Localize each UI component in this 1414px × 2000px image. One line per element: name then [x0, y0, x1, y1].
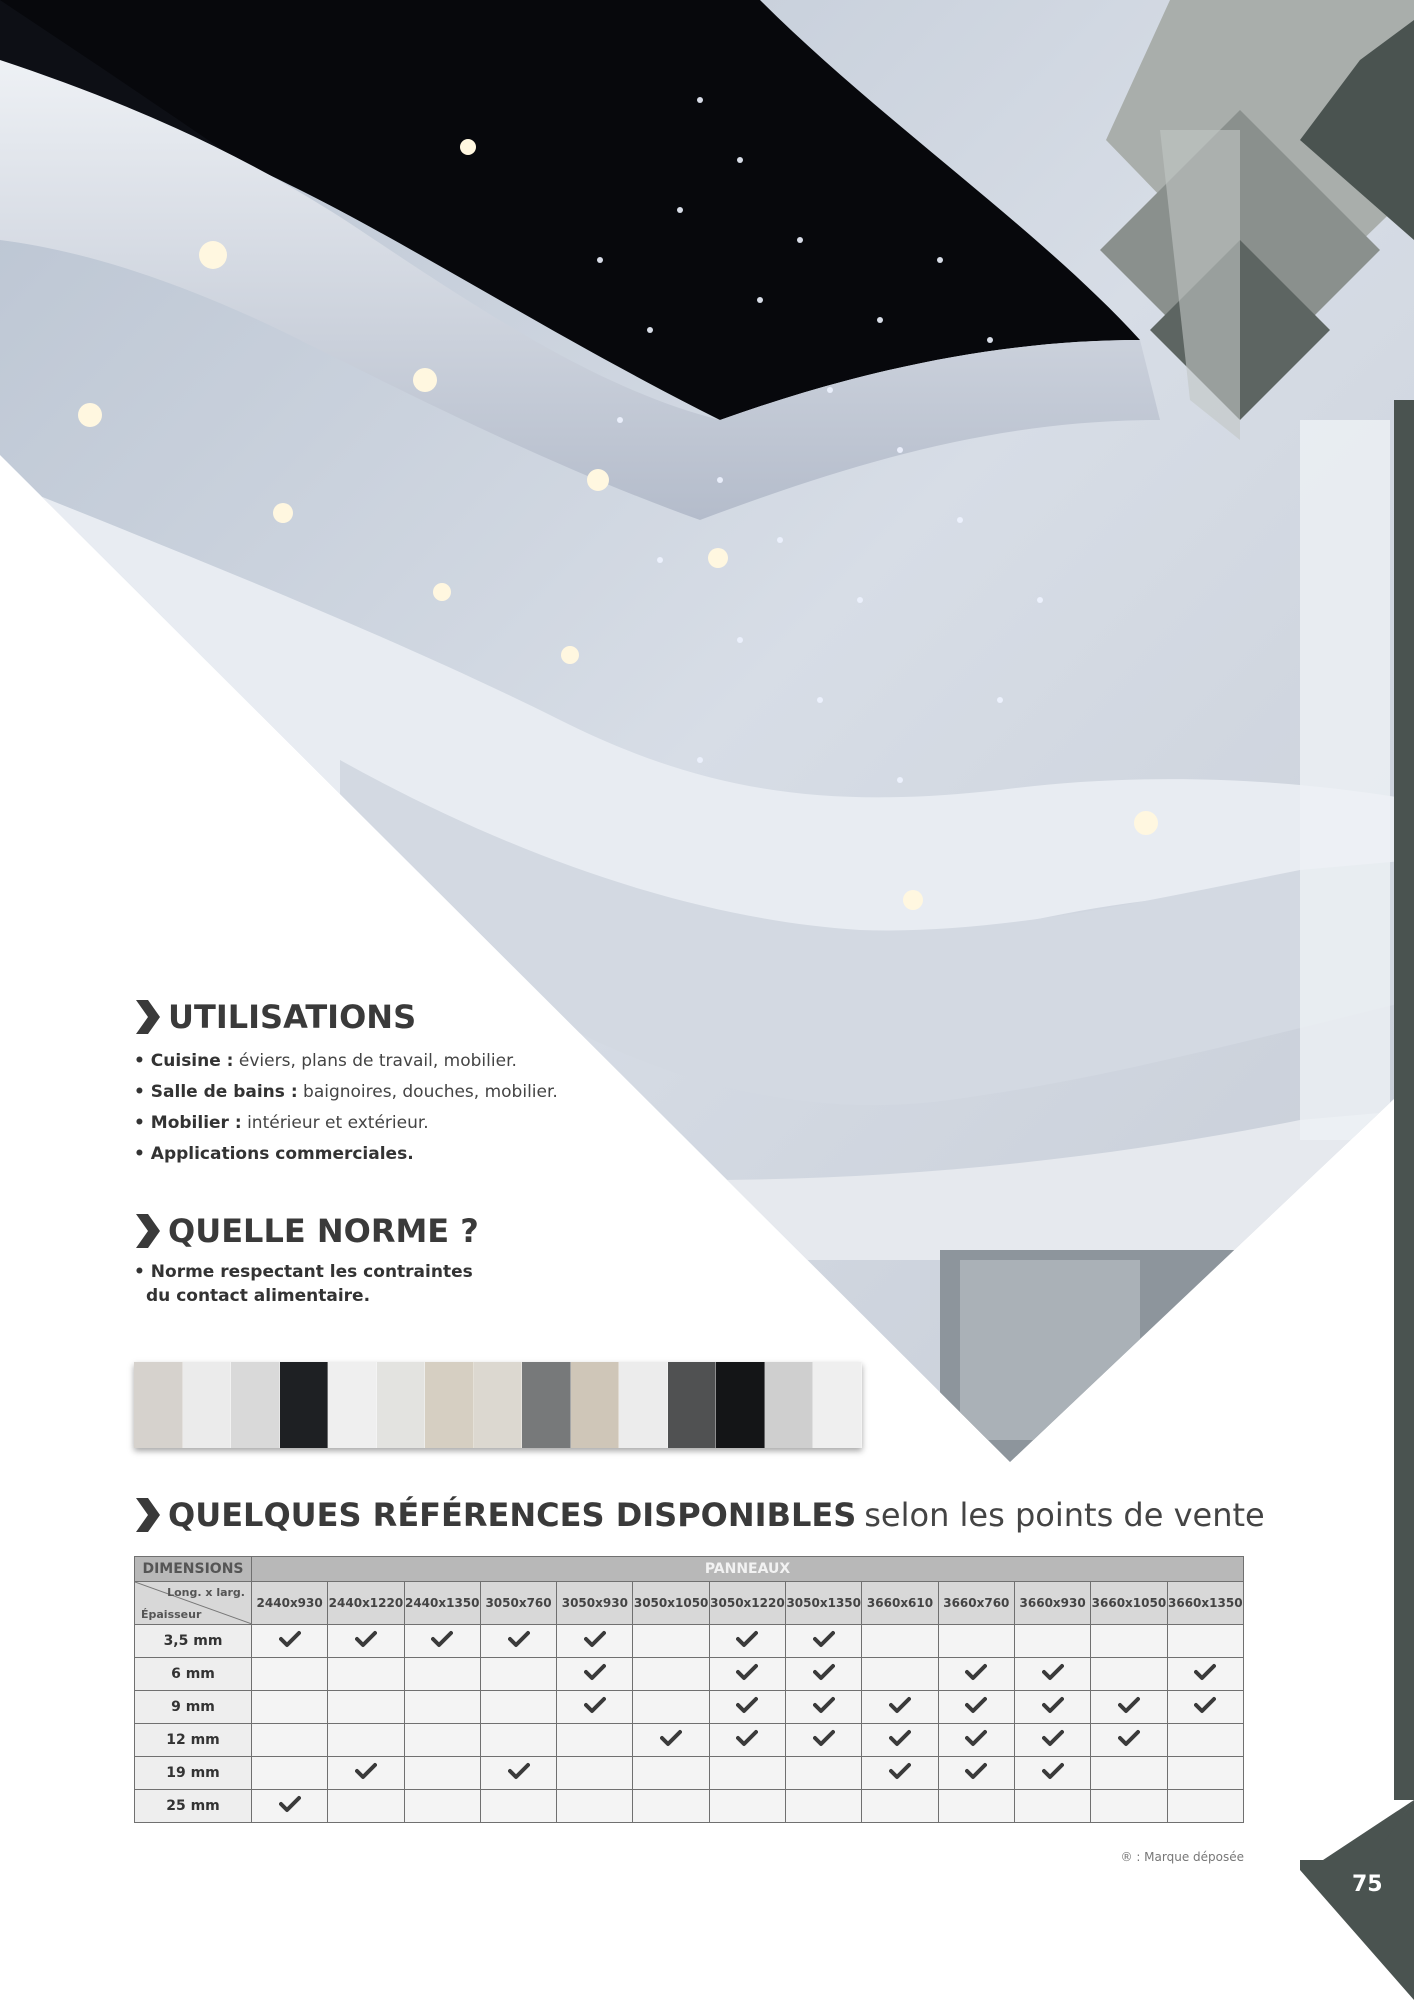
panel-size-header: 3050x1220	[709, 1582, 785, 1625]
availability-cell-available	[786, 1691, 862, 1724]
epaisseur-label: Épaisseur	[141, 1608, 202, 1621]
checkmark-icon	[584, 1663, 606, 1681]
checkmark-icon	[1042, 1663, 1064, 1681]
checkmark-icon	[813, 1696, 835, 1714]
list-item: • Applications commerciales.	[134, 1144, 414, 1164]
checkmark-icon	[965, 1762, 987, 1780]
availability-cell-empty	[328, 1790, 404, 1823]
availability-cell-empty	[1091, 1625, 1167, 1658]
page-number: 75	[1352, 1872, 1383, 1897]
availability-cell-available	[328, 1625, 404, 1658]
availability-cell-empty	[938, 1790, 1014, 1823]
material-swatches	[134, 1362, 862, 1448]
availability-cell-available	[1091, 1724, 1167, 1757]
availability-cell-empty	[480, 1790, 556, 1823]
availability-cell-empty	[328, 1658, 404, 1691]
availability-cell-empty	[633, 1658, 709, 1691]
availability-cell-available	[557, 1658, 633, 1691]
availability-cell-available	[328, 1757, 404, 1790]
availability-cell-empty	[1167, 1724, 1243, 1757]
chevron-icon	[134, 1000, 162, 1034]
chevron-icon	[134, 1214, 162, 1248]
availability-cell-available	[862, 1691, 938, 1724]
material-swatch	[425, 1362, 474, 1448]
norme-list	[134, 1260, 473, 1308]
availability-cell-available	[709, 1658, 785, 1691]
availability-cell-available	[1014, 1658, 1090, 1691]
availability-cell-empty	[1091, 1790, 1167, 1823]
availability-cell-empty	[404, 1790, 480, 1823]
panel-size-header: 2440x1350	[404, 1582, 480, 1625]
material-swatch	[474, 1362, 523, 1448]
availability-cell-available	[786, 1724, 862, 1757]
availability-cell-empty	[480, 1724, 556, 1757]
table-row	[135, 1691, 1244, 1724]
checkmark-icon	[660, 1729, 682, 1747]
availability-cell-available	[938, 1658, 1014, 1691]
norme-heading	[134, 1212, 479, 1250]
references-heading-bold: QUELQUES RÉFÉRENCES DISPONIBLES	[168, 1496, 857, 1534]
availability-cell-empty	[1014, 1790, 1090, 1823]
checkmark-icon	[889, 1696, 911, 1714]
checkmark-icon	[1042, 1762, 1064, 1780]
availability-cell-available	[1014, 1757, 1090, 1790]
availability-cell-empty	[633, 1790, 709, 1823]
checkmark-icon	[1118, 1729, 1140, 1747]
checkmark-icon	[1118, 1696, 1140, 1714]
availability-cell-empty	[938, 1625, 1014, 1658]
checkmark-icon	[508, 1762, 530, 1780]
availability-cell-empty	[252, 1658, 328, 1691]
availability-cell-available	[709, 1691, 785, 1724]
checkmark-icon	[736, 1630, 758, 1648]
panel-size-header: 3050x930	[557, 1582, 633, 1625]
availability-cell-available	[709, 1724, 785, 1757]
availability-cell-empty	[557, 1757, 633, 1790]
references-heading	[134, 1496, 1265, 1534]
availability-cell-empty	[557, 1790, 633, 1823]
availability-cell-available	[1014, 1691, 1090, 1724]
availability-cell-available	[480, 1625, 556, 1658]
availability-cell-available	[1167, 1658, 1243, 1691]
checkmark-icon	[1042, 1729, 1064, 1747]
material-swatch	[571, 1362, 620, 1448]
availability-cell-empty	[862, 1658, 938, 1691]
availability-cell-available	[938, 1691, 1014, 1724]
thickness-label: 9 mm	[135, 1691, 252, 1724]
table-row	[135, 1625, 1244, 1658]
checkmark-icon	[1194, 1696, 1216, 1714]
availability-cell-available	[633, 1724, 709, 1757]
panel-size-header: 3050x1050	[633, 1582, 709, 1625]
material-swatch	[377, 1362, 426, 1448]
panel-size-header: 2440x930	[252, 1582, 328, 1625]
checkmark-icon	[508, 1630, 530, 1648]
thickness-label: 19 mm	[135, 1757, 252, 1790]
dimensions-header: DIMENSIONS	[135, 1557, 252, 1582]
material-swatch	[619, 1362, 668, 1448]
chevron-icon	[134, 1498, 162, 1532]
availability-cell-empty	[633, 1757, 709, 1790]
panel-size-header: 3660x1350	[1167, 1582, 1243, 1625]
panel-size-header: 3050x1350	[786, 1582, 862, 1625]
thickness-label: 25 mm	[135, 1790, 252, 1823]
availability-cell-empty	[709, 1790, 785, 1823]
material-swatch	[328, 1362, 377, 1448]
material-swatch	[280, 1362, 329, 1448]
material-swatch	[522, 1362, 571, 1448]
availability-cell-empty	[862, 1790, 938, 1823]
checkmark-icon	[965, 1729, 987, 1747]
panel-size-header: 2440x1220	[328, 1582, 404, 1625]
references-table	[134, 1556, 1244, 1823]
availability-cell-available	[404, 1625, 480, 1658]
availability-cell-empty	[1091, 1658, 1167, 1691]
checkmark-icon	[279, 1630, 301, 1648]
checkmark-icon	[889, 1729, 911, 1747]
right-edge-bar	[1394, 400, 1414, 1800]
checkmark-icon	[965, 1696, 987, 1714]
availability-cell-empty	[1091, 1757, 1167, 1790]
checkmark-icon	[813, 1729, 835, 1747]
material-swatch	[134, 1362, 183, 1448]
availability-cell-empty	[404, 1757, 480, 1790]
availability-cell-available	[862, 1757, 938, 1790]
checkmark-icon	[736, 1663, 758, 1681]
availability-cell-empty	[862, 1625, 938, 1658]
list-item: • Mobilier : intérieur et extérieur.	[134, 1113, 429, 1133]
availability-cell-empty	[1167, 1757, 1243, 1790]
availability-cell-available	[938, 1724, 1014, 1757]
list-item: • Cuisine : éviers, plans de travail, mobilier.	[134, 1051, 517, 1071]
availability-cell-available	[557, 1691, 633, 1724]
checkmark-icon	[1042, 1696, 1064, 1714]
material-swatch	[716, 1362, 765, 1448]
availability-cell-empty	[633, 1691, 709, 1724]
material-swatch	[813, 1362, 862, 1448]
availability-cell-available	[480, 1757, 556, 1790]
checkmark-icon	[1194, 1663, 1216, 1681]
availability-cell-empty	[1167, 1625, 1243, 1658]
footnote: ® : Marque déposée	[1120, 1850, 1244, 1864]
long-larg-label: Long. x larg.	[167, 1586, 245, 1599]
checkmark-icon	[279, 1795, 301, 1813]
availability-cell-empty	[480, 1658, 556, 1691]
checkmark-icon	[889, 1762, 911, 1780]
material-swatch	[668, 1362, 717, 1448]
checkmark-icon	[965, 1663, 987, 1681]
availability-cell-empty	[1167, 1790, 1243, 1823]
checkmark-icon	[584, 1696, 606, 1714]
panel-size-header: 3050x760	[480, 1582, 556, 1625]
table-row	[135, 1790, 1244, 1823]
norme-heading-text: QUELLE NORME ?	[168, 1212, 479, 1250]
checkmark-icon	[736, 1729, 758, 1747]
availability-cell-available	[786, 1658, 862, 1691]
material-swatch	[231, 1362, 280, 1448]
availability-cell-available	[1014, 1724, 1090, 1757]
availability-cell-empty	[404, 1658, 480, 1691]
panel-size-header: 3660x930	[1014, 1582, 1090, 1625]
checkmark-icon	[355, 1630, 377, 1648]
availability-cell-empty	[328, 1724, 404, 1757]
availability-cell-available	[709, 1625, 785, 1658]
checkmark-icon	[736, 1696, 758, 1714]
panel-size-header: 3660x1050	[1091, 1582, 1167, 1625]
table-row	[135, 1658, 1244, 1691]
thickness-label: 3,5 mm	[135, 1625, 252, 1658]
availability-cell-available	[252, 1790, 328, 1823]
checkmark-icon	[813, 1663, 835, 1681]
availability-cell-empty	[709, 1757, 785, 1790]
checkmark-icon	[431, 1630, 453, 1648]
availability-cell-available	[862, 1724, 938, 1757]
availability-cell-empty	[404, 1724, 480, 1757]
axis-corner-cell	[135, 1582, 252, 1625]
panneaux-header: PANNEAUX	[252, 1557, 1244, 1582]
list-item: • Norme respectant les contraintes	[134, 1262, 473, 1282]
availability-cell-empty	[252, 1724, 328, 1757]
availability-cell-empty	[328, 1691, 404, 1724]
availability-cell-empty	[252, 1757, 328, 1790]
page-number-tab	[1300, 1800, 1414, 2000]
availability-cell-empty	[557, 1724, 633, 1757]
availability-cell-available	[557, 1625, 633, 1658]
availability-cell-empty	[252, 1691, 328, 1724]
table-row	[135, 1757, 1244, 1790]
checkmark-icon	[813, 1630, 835, 1648]
availability-cell-empty	[1014, 1625, 1090, 1658]
panel-size-header: 3660x760	[938, 1582, 1014, 1625]
availability-cell-available	[786, 1625, 862, 1658]
checkmark-icon	[584, 1630, 606, 1648]
list-item: • Salle de bains : baignoires, douches, mobilier.	[134, 1082, 558, 1102]
availability-cell-empty	[786, 1790, 862, 1823]
list-item: du contact alimentaire.	[146, 1286, 371, 1306]
availability-cell-empty	[480, 1691, 556, 1724]
availability-cell-available	[252, 1625, 328, 1658]
thickness-label: 6 mm	[135, 1658, 252, 1691]
thickness-label: 12 mm	[135, 1724, 252, 1757]
table-row	[135, 1724, 1244, 1757]
utilisations-heading	[134, 998, 416, 1036]
checkmark-icon	[355, 1762, 377, 1780]
material-swatch	[765, 1362, 814, 1448]
availability-cell-empty	[786, 1757, 862, 1790]
availability-cell-available	[1167, 1691, 1243, 1724]
panel-size-header: 3660x610	[862, 1582, 938, 1625]
references-heading-light: selon les points de vente	[864, 1496, 1265, 1534]
availability-cell-available	[1091, 1691, 1167, 1724]
availability-cell-available	[938, 1757, 1014, 1790]
availability-cell-empty	[633, 1625, 709, 1658]
utilisations-heading-text: UTILISATIONS	[168, 998, 417, 1036]
availability-cell-empty	[404, 1691, 480, 1724]
material-swatch	[183, 1362, 232, 1448]
utilisations-list	[134, 1046, 558, 1170]
